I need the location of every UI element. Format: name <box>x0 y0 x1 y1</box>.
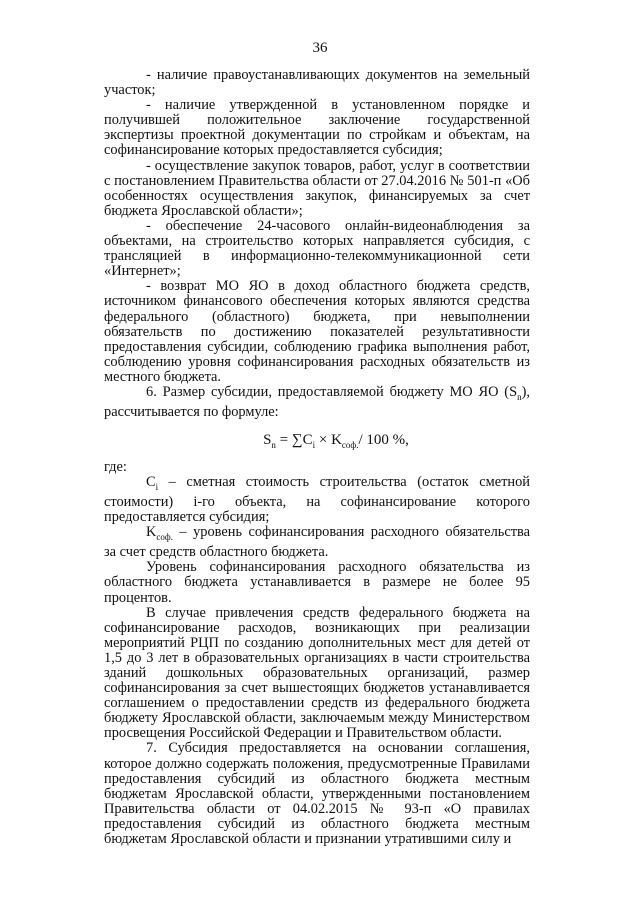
paragraph-refund: - возврат МО ЯО в доход областного бюджета средств, источником финансового обеспечения которых являются средства федерального (областного) бюджета, при невыполнении обязательств по достижению показателей результативности предоставления субсидии, соблюдению графика выполнения работ, соблюдению уровня софинансирования расходных обязательств из местного бюджета. <box>104 278 530 385</box>
formula-lhs-sub: n <box>271 440 276 451</box>
formula-tail: / 100 %, <box>358 432 409 449</box>
ci-definition-text: – сметная стоимость строительства (остаток сметной стоимости) i-го объекта, на софинансирование которого предоставляется субсидия; <box>104 474 530 526</box>
paragraph-cofinancing-level: Уровень софинансирования расходного обязательства из областного бюджета устанавливается в размере не более 95 процентов. <box>104 559 530 606</box>
paragraph-where: где: <box>104 459 127 476</box>
ci-subscript: i <box>155 482 159 492</box>
ci-symbol: C <box>146 474 156 491</box>
formula-k: K <box>331 432 342 449</box>
document-body <box>104 68 530 847</box>
formula-k-sub: соф. <box>341 440 359 451</box>
paragraph-subsidy-size <box>104 385 530 420</box>
paragraph-federal-funds: В случае привлечения средств федерального бюджета на софинансирование расходов, возникающих при реализации мероприятий РЦП по созданию дополнительных мест для детей от 1,5 до 3 лет в образовательных организациях в части строительства зданий дошкольных образовательных организаций, размер софинансирования за счет вышестоящих бюджетов устанавливается соглашением о предоставлении средств из федерального бюджета бюджету Ярославской области, заключаемым между Министерством просвещения Российской Федерации и Правительством области. <box>104 604 530 742</box>
formula-equals-sum: = ∑ <box>275 432 303 449</box>
paragraph-agreement: 7. Субсидия предоставляется на основании соглашения, которое должно содержать положения, предусмотренные Правилами предоставления субсидий из областного бюджета местным бюджетам Ярославской области, утвержденными постановлением Правительства области от 04.02.2015 № 93-п «О правилах предоставления субсидий из областного бюджета местным бюджетам Ярославской области и признании утратившими силу и <box>104 740 530 848</box>
formula-ci-sub: i <box>312 440 316 451</box>
k-subscript: соф. <box>156 532 173 543</box>
paragraph-project-documentation: - наличие утвержденной в установленном порядке и получившей положительное заключение государственной экспертизы проектной документации по стройкам и объектам, на софинансирование которых предоставляется субсидия; <box>104 97 530 159</box>
paragraph-ci-definition <box>104 475 530 525</box>
formula-lhs: S <box>263 432 272 449</box>
subsidy-size-text-a: 6. Размер субсидии, предоставляемой бюджету МО ЯО (S <box>146 383 518 400</box>
paragraph-k-definition <box>104 525 530 560</box>
k-definition-text: – уровень софинансирования расходного обязательства за счет средств областного бюджета. <box>104 524 530 561</box>
subsidy-size-sub: n <box>517 391 522 402</box>
formula-ci: C <box>302 432 313 449</box>
paragraph-video-surveillance: - обеспечение 24-часового онлайн-видеонаблюдения за объектами, на строительство которых направляется субсидия, с трансляцией в информационно-телекоммуникационной сети «Интернет»; <box>104 217 530 280</box>
page-number: 36 <box>312 40 328 56</box>
subsidy-formula <box>104 431 530 454</box>
paragraph-land-documents: - наличие правоустанавливающих документов на земельный участок; <box>104 67 530 99</box>
paragraph-procurement: - осуществление закупок товаров, работ, услуг в соответствии с постановлением Правительства области от 27.04.2016 № 501-п «Об особенностях осуществления закупок, финансируемых за счет бюджета Ярославской области»; <box>104 157 530 219</box>
k-symbol: K <box>146 524 157 541</box>
formula-times: × <box>315 432 332 449</box>
subsidy-size-text-b: ), рассчитывается по формуле: <box>104 383 530 420</box>
